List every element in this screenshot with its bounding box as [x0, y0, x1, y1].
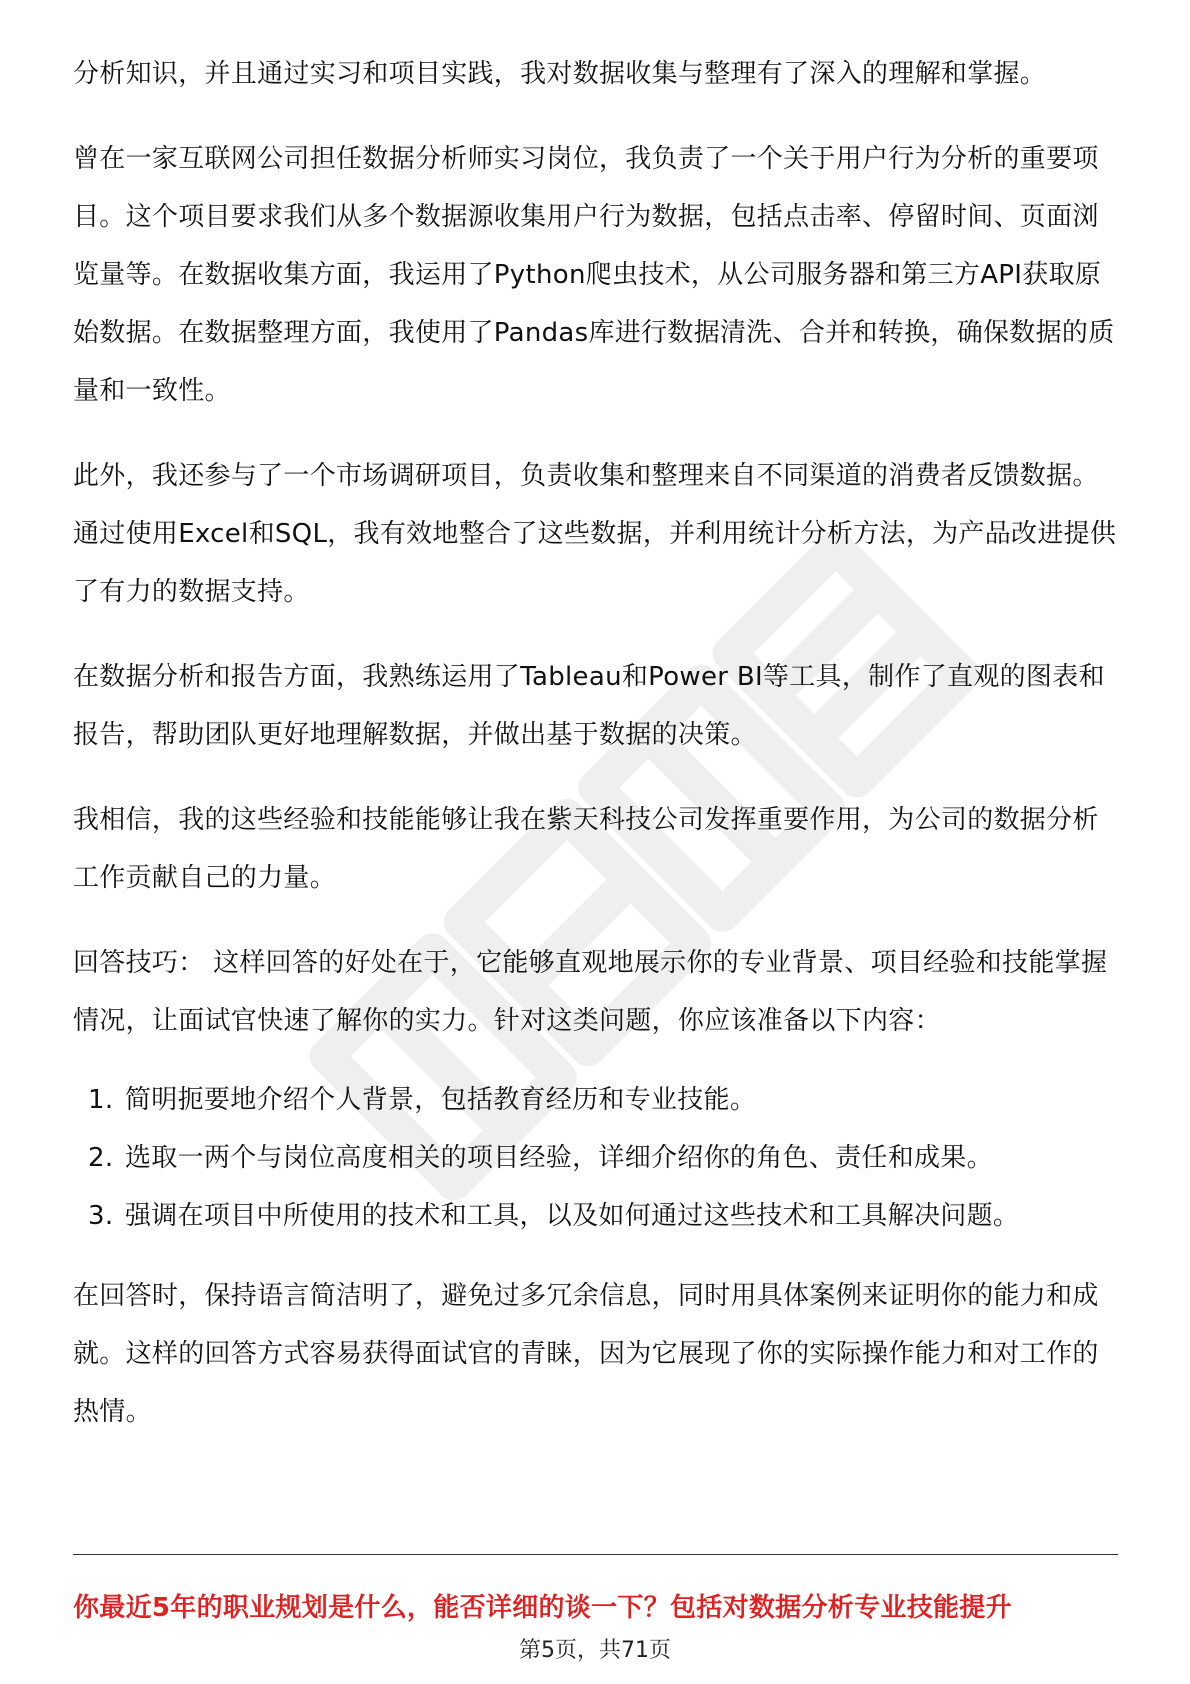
page-number: 第5页，共71页 [519, 1638, 671, 1663]
paragraph-intro-continued: 分析知识，并且通过实习和项目实践，我对数据收集与整理有了深入的理解和掌握。 [73, 59, 1047, 89]
list-item [73, 1187, 1118, 1245]
document-body [73, 45, 1118, 1468]
list-item-text: 简明扼要地介绍个人背景，包括教育经历和专业技能。 [125, 1085, 757, 1115]
list-item-number: 3. [88, 1201, 114, 1231]
paragraph-conclusion: 我相信，我的这些经验和技能能够让我在紫天科技公司发挥重要作用，为公司的数据分析工作贡献自己的力量。 [73, 805, 1099, 893]
list-item-text: 强调在项目中所使用的技术和工具，以及如何通过这些技术和工具解决问题。 [125, 1201, 1020, 1231]
paragraph-closing-advice: 在回答时，保持语言简洁明了，避免过多冗余信息，同时用具体案例来证明你的能力和成就。这样的回答方式容易获得面试官的青睐，因为它展现了你的实际操作能力和对工作的热情。 [73, 1281, 1099, 1427]
footer-divider [73, 1554, 1118, 1555]
paragraph-answer-tips: 回答技巧： 这样回答的好处在于，它能够直观地展示你的专业背景、项目经验和技能掌握情况，让面试官快速了解你的实力。针对这类问题，你应该准备以下内容： [73, 948, 1108, 1036]
tips-list [73, 1071, 1118, 1245]
next-question-heading: 你最近5年的职业规划是什么，能否详细的谈一下？包括对数据分析专业技能提升 [73, 1593, 1012, 1623]
list-item [73, 1129, 1118, 1187]
list-item-number: 2. [88, 1143, 114, 1173]
paragraph-reporting-tools: 在数据分析和报告方面，我熟练运用了Tableau和Power BI等工具，制作了直观的图表和报告，帮助团队更好地理解数据，并做出基于数据的决策。 [73, 662, 1105, 750]
paragraph-internship-project: 曾在一家互联网公司担任数据分析师实习岗位，我负责了一个关于用户行为分析的重要项目。这个项目要求我们从多个数据源收集用户行为数据，包括点击率、停留时间、页面浏览量等。在数据收集方面，我运用了Python爬虫技术，从公司服务器和第三方API获取原始数据。在数据整理方面，我使用了Pandas库进行数据清洗、合并和转换，确保数据的质量和一致性。 [73, 144, 1115, 406]
list-item-number: 1. [88, 1085, 114, 1115]
list-item [73, 1071, 1118, 1129]
paragraph-market-research: 此外，我还参与了一个市场调研项目，负责收集和整理来自不同渠道的消费者反馈数据。通过使用Excel和SQL，我有效地整合了这些数据，并利用统计分析方法，为产品改进提供了有力的数据支持。 [73, 461, 1117, 607]
list-item-text: 选取一两个与岗位高度相关的项目经验，详细介绍你的角色、责任和成果。 [125, 1143, 993, 1173]
